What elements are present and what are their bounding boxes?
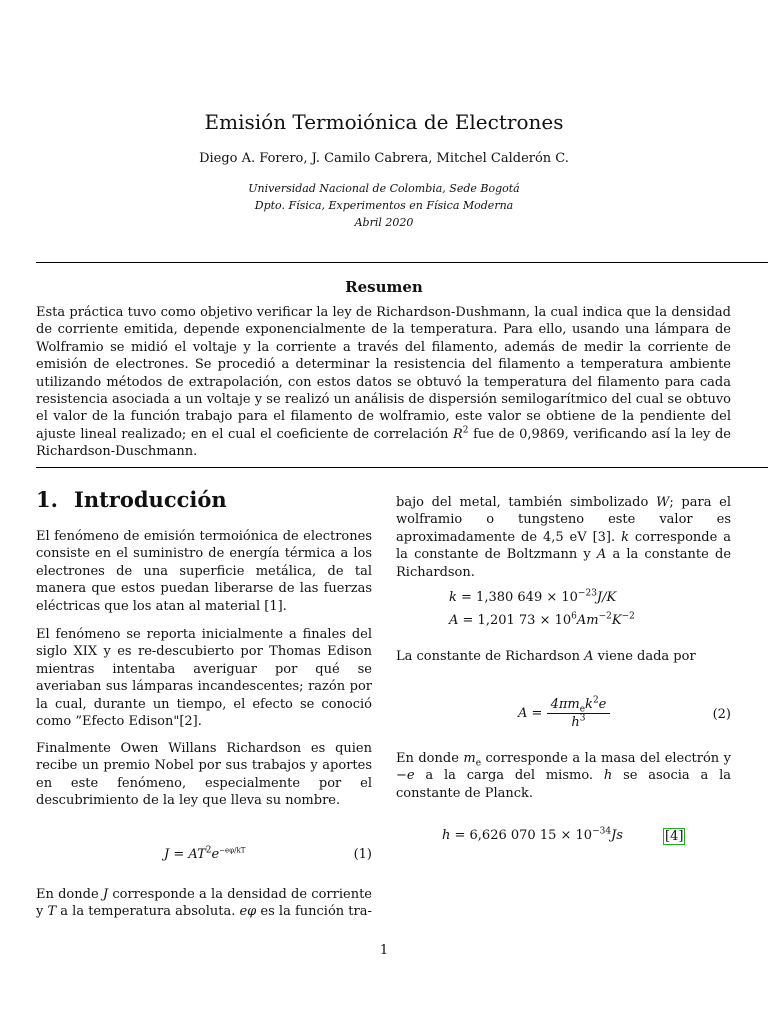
text: La constante de Richardson — [396, 649, 585, 664]
symbol-A: A — [596, 547, 607, 563]
const-A-value: = 1,201 73 × 10 — [458, 613, 572, 628]
constant-planck — [396, 828, 731, 848]
r-squared-exponent: 2 — [462, 425, 469, 436]
text: En donde — [396, 751, 464, 766]
eq2-num-part: 4πm — [550, 697, 580, 712]
symbol-W: W — [656, 495, 670, 510]
text: a la constante de Richardson. — [396, 547, 732, 580]
symbol-T: T — [47, 904, 57, 920]
section-heading — [36, 487, 227, 512]
const-k-exponent: −23 — [577, 588, 597, 599]
section-title: Introducción — [74, 487, 227, 512]
left-paragraph-4 — [36, 886, 372, 921]
right-paragraph-3 — [396, 750, 731, 802]
eq2-lhs: A — [518, 706, 528, 721]
const-k-unit: J/K — [596, 590, 617, 605]
equation-1 — [36, 847, 372, 867]
symbol-ephi: eφ — [239, 904, 257, 920]
symbol-k: k — [621, 529, 629, 545]
equation-2 — [396, 697, 731, 737]
equation-number-2: (2) — [712, 707, 731, 722]
symbol-h: h — [603, 768, 613, 784]
const-A-unit-exponent: −2 — [598, 611, 612, 622]
const-h-exponent: −34 — [592, 826, 612, 837]
eq2-fraction — [547, 697, 611, 730]
eq2-numerator — [547, 697, 611, 714]
symbol-m-subscript: e — [475, 758, 482, 769]
abstract-bottom-rule — [36, 467, 768, 468]
eq1-e: e — [211, 847, 220, 862]
constant-richardson — [449, 613, 635, 628]
text: ; para el wolframio o tungsteno este valor es aproximadamente de 4,5 eV [3]. — [396, 495, 731, 545]
text: corresponde a la masa del electrón y − — [396, 751, 731, 784]
right-paragraph-1 — [396, 494, 731, 581]
eq1-A: A — [188, 847, 198, 862]
page-number: 1 — [379, 943, 389, 958]
eq2-num-part: k — [585, 697, 593, 712]
const-k-value: = 1,380 649 × 10 — [456, 590, 578, 605]
abstract-heading: Resumen — [345, 278, 423, 296]
left-paragraph-1: El fenómeno de emisión termoiónica de electrones consiste en el suministro de energía térmica a los electrones de una superficie metálica, de tal manera que estos puedan liberarse de las fuerzas eléctricas que los atan al material [1]. — [36, 529, 372, 614]
authors: Diego A. Forero, J. Camilo Cabrera, Mitchel Calderón C. — [199, 151, 569, 166]
eq1-lhs: J — [164, 847, 170, 862]
abstract-text-part: fue de 0,9869, verificando así la ley de Richardson-Duschmann. — [36, 426, 731, 460]
citation-link-4[interactable]: [4] — [665, 829, 684, 844]
eq2-den-exponent: 3 — [579, 713, 586, 724]
text: viene dada por — [593, 649, 696, 664]
symbol-A: A — [584, 649, 594, 664]
text: se asocia a la constante de Planck. — [396, 768, 731, 801]
const-A-exponent: 6 — [571, 611, 577, 622]
paper-title: Emisión Termoiónica de Electrones — [204, 110, 564, 134]
text: En donde — [36, 887, 103, 902]
right-paragraph-2 — [396, 648, 731, 665]
text: corresponde a la densidad de corriente y — [36, 887, 372, 920]
eq1-equals: = — [169, 847, 189, 862]
symbol-m: m — [463, 751, 476, 766]
const-h-value: = 6,626 070 15 × 10 — [450, 828, 593, 843]
const-A-unit: K — [611, 613, 622, 628]
text: bajo del metal, también simbolizado — [396, 495, 656, 510]
text: a la carga del mismo. — [414, 768, 604, 784]
eq1-T: T — [197, 847, 206, 862]
constant-boltzmann — [449, 590, 616, 605]
text: corresponde a la constante de Boltzmann y — [396, 529, 732, 563]
abstract-text — [36, 304, 731, 461]
const-A-unit: Am — [576, 613, 599, 628]
left-paragraph-2: El fenómeno se reporta inicialmente a finales del siglo XIX y es re-descubierto por Thomas Edison mientras intentaba averiguar por qué se averiaban sus lámparas incandescentes; razón por la cual, durante un tiempo, el efecto se conoció como ”Efecto Edison"[2]. — [36, 627, 372, 730]
eq1-T-exponent: 2 — [205, 845, 212, 856]
eq2-equals: = — [527, 706, 547, 721]
const-A-symbol: A — [449, 613, 459, 628]
text: a la temperatura absoluta. — [56, 904, 240, 920]
abstract-text-part: Esta práctica tuvo como objetivo verificar la ley de Richardson-Dushmann, la cual indica que la densidad de corriente emitida, depende exponencialmente de la temperatura. Para ello, usando una lámpara de Wolframio se midió el voltaje y la corriente a través del filamento, además de medir la corriente de emisión de electrones. Se procedió a determinar la resistencia del filamento a temperatura ambiente utilizando métodos de extrapolación, con estos datos se obtuvó la temperatura del filamento para cada resistencia asociada a un voltaje y se realizó un análisis de dispersión semilogarítmico del cual se obtuvo el valor de la función trabajo para el filamento de wolframio, este valor se obtiene de la pendiente del ajuste lineal realizado; en el cual el coeficiente de correlación — [36, 305, 731, 442]
const-k-symbol: k — [449, 590, 457, 605]
eq2-den-symbol: h — [571, 715, 580, 730]
eq2-num-exponent: 2 — [592, 695, 599, 706]
text: es la función tra- — [256, 904, 372, 920]
symbol-e: e — [406, 768, 415, 784]
symbol-J: J — [102, 887, 109, 902]
eq2-num-part: e — [598, 697, 607, 712]
left-paragraph-3: Finalmente Owen Willans Richardson es quien recibe un premio Nobel por sus trabajos y aportes en este fenómeno, especialmente por el descubrimiento de la ley que lleva su nombre. — [36, 741, 372, 809]
eq2-num-subscript: e — [579, 704, 586, 715]
top-rule — [36, 262, 768, 263]
paper-date: Abril 2020 — [354, 216, 414, 229]
equation-number-1: (1) — [353, 847, 372, 862]
section-number: 1. — [36, 487, 58, 512]
affiliation-department: Dpto. Física, Experimentos en Física Moderna — [254, 199, 514, 212]
eq1-exponent: −eφ/kT — [219, 846, 246, 855]
affiliation-university: Universidad Nacional de Colombia, Sede Bogotá — [248, 182, 520, 195]
const-h-unit: Js — [611, 828, 623, 843]
eq2-denominator — [547, 714, 611, 730]
r-squared-symbol: R — [452, 426, 463, 442]
const-A-unit-exponent: −2 — [621, 611, 635, 622]
const-h-symbol: h — [442, 828, 451, 843]
